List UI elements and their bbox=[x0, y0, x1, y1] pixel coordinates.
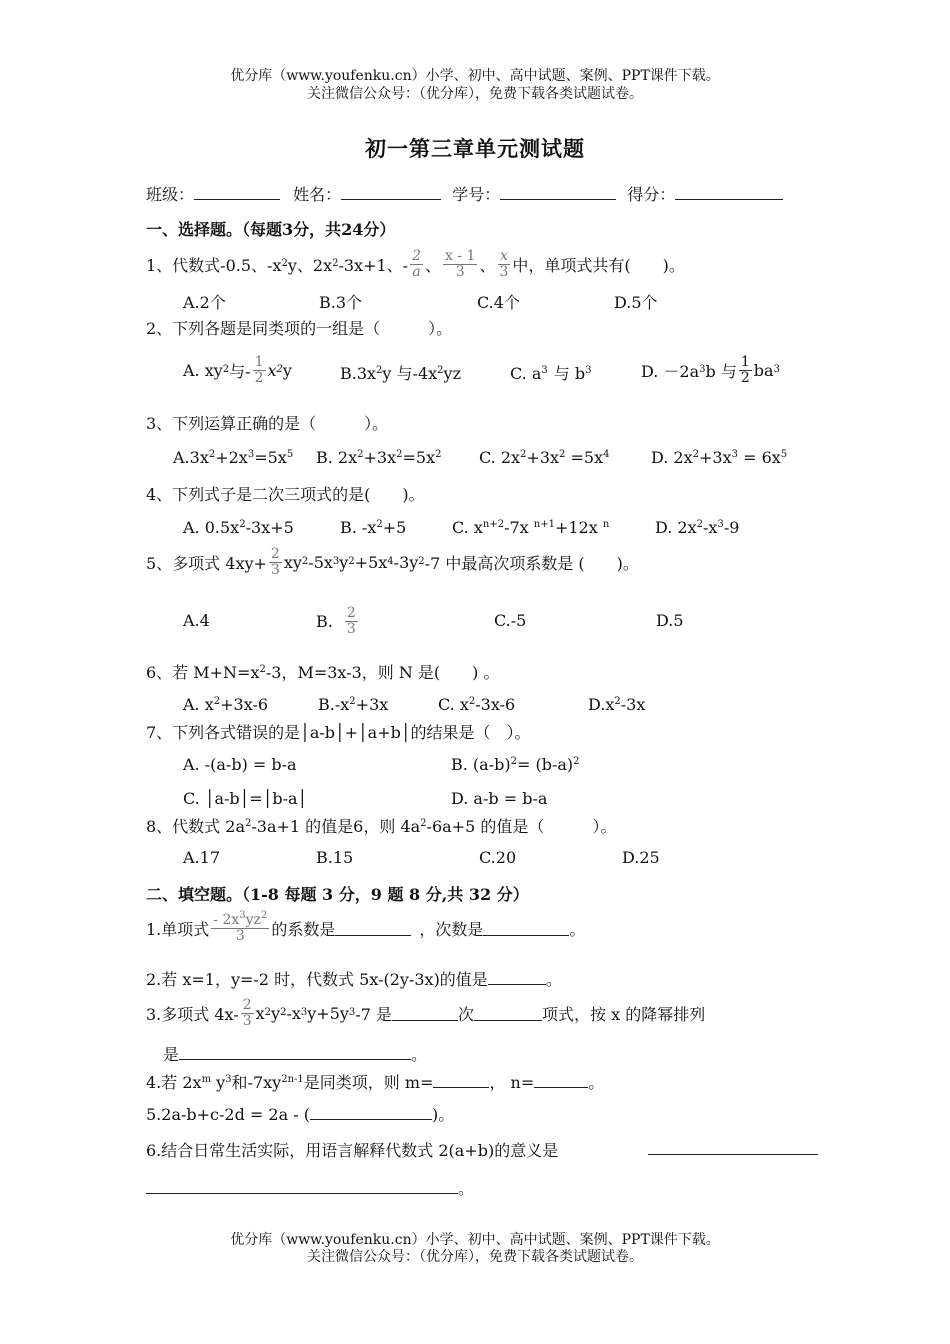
q6-option-a[interactable] bbox=[183, 695, 268, 714]
q4-option-a[interactable] bbox=[183, 518, 294, 537]
q4a-text: A. 0.5x bbox=[183, 518, 240, 537]
q4b-text: +5 bbox=[382, 518, 407, 537]
header-line-2: 关注微信公众号：（优分库），免费下载各类试题试卷。 bbox=[307, 86, 643, 102]
sup: 2 bbox=[573, 756, 580, 767]
f1-text: 。 bbox=[569, 919, 586, 939]
q2-option-a[interactable]: A. xy 2 与- $\frac{1}{2}$ x 2 y bbox=[183, 353, 292, 386]
f1-text: ，次数是 bbox=[419, 919, 484, 939]
q6a-text: A. x bbox=[183, 695, 214, 714]
question-5: 5、多项式 4xy+ $\frac{2}{3}$ xy 2 -5x 3 y 2 +5x 4 -3y 2 -7 中最高次项系数是 ( )。 bbox=[146, 545, 639, 578]
q3-option-b[interactable] bbox=[316, 448, 441, 467]
sup: 3 bbox=[239, 909, 246, 921]
denominator: 3 bbox=[499, 263, 509, 280]
q3b-text: +3x bbox=[363, 448, 397, 467]
q2a-text: 与- bbox=[229, 361, 251, 381]
q6c-text: C. x bbox=[438, 695, 469, 714]
q2c-text: C. a bbox=[510, 364, 542, 383]
q2a-text: x bbox=[267, 360, 277, 380]
f4-blank-m[interactable] bbox=[433, 1073, 489, 1088]
q3d-text: = 6x bbox=[738, 448, 781, 467]
q1-text: 、 bbox=[479, 255, 496, 275]
sup: 2 bbox=[420, 818, 427, 829]
q6d-text: D.x bbox=[588, 695, 615, 714]
q2d-text: ba bbox=[753, 360, 774, 380]
q2-option-c[interactable] bbox=[510, 361, 591, 384]
q8-option-a[interactable]: A.17 bbox=[183, 848, 220, 867]
denominator: 2 bbox=[254, 369, 264, 386]
id-blank[interactable] bbox=[500, 185, 616, 200]
q3a-text: A.3x bbox=[173, 448, 209, 467]
sup: 2 bbox=[468, 696, 476, 707]
q1-option-a[interactable]: A.2个 bbox=[183, 293, 226, 312]
numerator: 1 bbox=[740, 353, 750, 370]
sup: 2 bbox=[692, 449, 700, 460]
q1-text: 1、代数式-0.5、-x bbox=[146, 255, 282, 275]
q6-option-c[interactable] bbox=[438, 695, 515, 714]
q6-option-b[interactable] bbox=[318, 695, 388, 714]
f4-text: 。 bbox=[588, 1073, 605, 1092]
page-title: 初一第三章单元测试题 bbox=[365, 136, 585, 161]
sup: 2 bbox=[696, 519, 704, 530]
sup: n+1 bbox=[533, 519, 555, 530]
sup: 2 bbox=[520, 449, 527, 460]
class-blank[interactable] bbox=[194, 185, 280, 200]
denominator: a bbox=[412, 263, 421, 280]
numerator: - 2x bbox=[213, 911, 240, 928]
f2-blank[interactable] bbox=[488, 970, 546, 985]
q2d-fraction bbox=[739, 355, 752, 385]
question-7: 7、下列各式错误的是│a-b│+│a+b│的结果是（ ）。 bbox=[146, 723, 531, 742]
sup: 2 bbox=[208, 449, 216, 460]
q5-fraction bbox=[269, 547, 282, 577]
f1-text: 1.单项式 bbox=[146, 919, 210, 939]
sup: 2 bbox=[559, 449, 566, 460]
sup: 2 bbox=[376, 365, 383, 376]
q1-option-c[interactable]: C.4个 bbox=[477, 293, 520, 312]
q3b-text: B. 2x bbox=[316, 448, 358, 467]
f5-text: )。 bbox=[431, 1105, 455, 1124]
f6-blank-line-1[interactable] bbox=[648, 1154, 818, 1155]
q4c-text: C. x bbox=[452, 518, 483, 537]
q3c-text: =5x bbox=[565, 448, 604, 467]
q5-option-c[interactable]: C.-5 bbox=[494, 611, 527, 630]
fill-4 bbox=[146, 1070, 604, 1093]
numerator: yz bbox=[245, 911, 261, 928]
score-blank[interactable] bbox=[675, 185, 783, 200]
q1-option-b[interactable]: B.3个 bbox=[319, 293, 363, 312]
sup: 2 bbox=[245, 818, 252, 829]
sup: 2 bbox=[260, 909, 268, 921]
footer-line-2: 关注微信公众号：（优分库），免费下载各类试题试卷。 bbox=[307, 1249, 643, 1265]
sup: 3 bbox=[225, 1074, 232, 1085]
f5-text: 5.2a-b+c-2d = 2a - ( bbox=[146, 1105, 310, 1124]
q4c-text: -7x bbox=[504, 518, 534, 537]
q2-option-b[interactable] bbox=[340, 361, 461, 384]
sup: 5 bbox=[286, 449, 294, 460]
numerator: 2 bbox=[270, 545, 280, 562]
fill-2 bbox=[146, 967, 562, 990]
sup: n+2 bbox=[482, 519, 505, 530]
q2a-text: A. xy bbox=[183, 360, 223, 380]
q2d-text: b 与 bbox=[705, 361, 737, 381]
q4-option-b[interactable] bbox=[340, 518, 406, 537]
sup: 2 bbox=[239, 519, 246, 530]
fill-6 bbox=[146, 1138, 558, 1161]
q7-option-c[interactable]: C. │a-b│=│b-a│ bbox=[183, 789, 308, 808]
q5-option-d[interactable]: D.5 bbox=[656, 611, 684, 630]
denominator: 3 bbox=[455, 263, 465, 280]
q6-option-d[interactable] bbox=[588, 695, 645, 714]
f6-text: 6.结合日常生活实际，用语言解释代数式 2(a+b)的意义是 bbox=[146, 1141, 559, 1160]
f6-blank-line-2[interactable] bbox=[146, 1179, 458, 1194]
question-6 bbox=[146, 660, 500, 683]
q5-text: 5、多项式 4xy+ bbox=[146, 553, 267, 573]
q1-fraction-2 bbox=[443, 249, 477, 279]
q4d-text: -9 bbox=[723, 518, 740, 537]
denominator: 3 bbox=[346, 620, 356, 637]
fill-5 bbox=[146, 1102, 454, 1125]
sup: m bbox=[201, 1074, 212, 1085]
q6-text: -3，M=3x-3，则 N 是( ) 。 bbox=[265, 663, 500, 682]
info-line bbox=[146, 182, 783, 205]
fill-3: 3.多项式 4x- $\frac{2}{3}$ x 2 y 2 -x 3 y+5y 3 -7 是 次 项式，按 x 的降幂排列 bbox=[146, 996, 706, 1029]
f1-blank-degree[interactable] bbox=[483, 921, 569, 936]
sup: 4 bbox=[603, 449, 610, 460]
q6b-text: B.-x bbox=[318, 695, 350, 714]
fill-1 bbox=[146, 904, 585, 952]
header-line-1: 优分库（www.youfenku.cn）小学、初中、高中试题、案例、PPT课件下载。 bbox=[230, 68, 720, 84]
q3a-text: +2x bbox=[215, 448, 248, 467]
q2c-text: 与 b bbox=[553, 364, 586, 383]
q8-option-b[interactable]: B.15 bbox=[316, 848, 354, 867]
q4d-text: D. 2x bbox=[655, 518, 697, 537]
f3-text: 。 bbox=[411, 1045, 428, 1064]
q5-text: y bbox=[339, 552, 349, 572]
f3-text: x bbox=[255, 1003, 265, 1023]
sup: 2 bbox=[376, 519, 383, 530]
f3-text: y bbox=[271, 1003, 281, 1023]
numerator: 2 bbox=[346, 604, 356, 621]
q5b-text: B. bbox=[316, 611, 333, 631]
q6c-text: -3x-6 bbox=[475, 695, 516, 714]
f1-text: 的系数是 bbox=[271, 919, 336, 939]
f3-text: 次 bbox=[457, 1004, 474, 1024]
q2-option-d[interactable]: D. －2a 3 b 与 $\frac{1}{2}$ ba 3 bbox=[641, 353, 780, 386]
sup: n bbox=[602, 519, 610, 530]
f3-text: 项式，按 x 的降幂排列 bbox=[542, 1004, 706, 1024]
q6b-text: +3x bbox=[355, 695, 389, 714]
denominator: 3 bbox=[242, 1012, 252, 1029]
sup: 3 bbox=[541, 365, 548, 376]
q1-text: 中，单项式共有( )。 bbox=[512, 255, 685, 275]
numerator: 2 bbox=[412, 247, 421, 264]
f3-text: -x bbox=[286, 1003, 301, 1023]
q7b-text: = (b-a) bbox=[516, 755, 574, 774]
sup: 2 bbox=[614, 696, 621, 707]
q4d-text: -x bbox=[703, 518, 718, 537]
name-label: 姓名： bbox=[293, 185, 342, 204]
f3-blank-order[interactable] bbox=[179, 1045, 411, 1060]
q7b-text: B. (a-b) bbox=[451, 755, 511, 774]
q1-text: 、 bbox=[425, 255, 442, 275]
f4-text: 4.若 2x bbox=[146, 1073, 202, 1092]
sup: 2 bbox=[510, 756, 517, 767]
question-1: 1、代数式-0.5、-x 2 y、2x 2 -3x+1、- $\frac{2}{a}$ 、 $\frac{x - 1}{3}$ 、 $\frac{x}{3}$ 中，单项式共有( )。 bbox=[146, 247, 685, 280]
q5b-fraction bbox=[345, 606, 358, 636]
q5-option-b[interactable] bbox=[316, 600, 360, 642]
sup: 5 bbox=[780, 449, 788, 460]
class-label: 班级： bbox=[146, 185, 195, 204]
f3-text: 3.多项式 4x- bbox=[146, 1004, 239, 1024]
f3-text: 是 bbox=[163, 1045, 180, 1064]
q7-option-b[interactable] bbox=[451, 755, 580, 774]
sup: 3 bbox=[585, 365, 592, 376]
q4c-text: +12x bbox=[554, 518, 603, 537]
q6a-text: +3x-6 bbox=[220, 695, 269, 714]
denominator: 3 bbox=[270, 561, 280, 578]
q7-option-d[interactable]: D. a-b = b-a bbox=[451, 789, 548, 808]
numerator: 2 bbox=[242, 996, 252, 1013]
f3-blank-degree[interactable] bbox=[392, 1006, 458, 1021]
numerator: 1 bbox=[254, 353, 264, 370]
q3-option-d[interactable] bbox=[651, 448, 787, 467]
sup: 2 bbox=[357, 449, 364, 460]
q3-option-c[interactable] bbox=[479, 448, 609, 467]
q8-text: -3a+1 的值是6，则 4a bbox=[251, 817, 421, 836]
f4-blank-n[interactable] bbox=[534, 1073, 588, 1088]
numerator: x - 1 bbox=[445, 247, 476, 264]
sup: 2n-1 bbox=[281, 1074, 304, 1085]
q4-option-c[interactable] bbox=[452, 518, 609, 537]
score-label: 得分： bbox=[627, 185, 676, 204]
q3b-text: =5x bbox=[402, 448, 436, 467]
question-2: 2、下列各题是同类项的一组是（ ）。 bbox=[146, 319, 453, 338]
f1-blank-coefficient[interactable] bbox=[335, 921, 411, 936]
sup: 2 bbox=[349, 696, 356, 707]
f3-fraction bbox=[241, 998, 254, 1028]
f3-text: y+5y bbox=[307, 1003, 349, 1023]
q2d-text: D. －2a bbox=[641, 361, 700, 381]
sup: 2 bbox=[435, 449, 442, 460]
f2-text: 。 bbox=[545, 970, 562, 989]
f4-text: 和-7xy bbox=[231, 1073, 282, 1092]
q3c-text: C. 2x bbox=[479, 448, 521, 467]
q3-option-a[interactable] bbox=[173, 448, 293, 467]
q2b-text: B.3x bbox=[340, 364, 377, 383]
q1-fraction-3 bbox=[497, 249, 510, 279]
q8-option-d[interactable]: D.25 bbox=[622, 848, 660, 867]
q2a-fraction bbox=[253, 355, 266, 385]
sup: 2 bbox=[213, 696, 221, 707]
f3-text: -7 是 bbox=[355, 1004, 392, 1024]
q5-text: xy bbox=[283, 552, 302, 572]
q4b-text: B. -x bbox=[340, 518, 377, 537]
sup: 2 bbox=[437, 365, 444, 376]
q3a-text: =5x bbox=[254, 448, 287, 467]
q2b-text: yz bbox=[443, 364, 462, 383]
f2-text: 2.若 x=1，y=-2 时，代数式 5x-(2y-3x)的值是 bbox=[146, 970, 488, 989]
fill-3-continued bbox=[163, 1042, 427, 1065]
denominator: 3 bbox=[235, 927, 245, 944]
f5-blank[interactable] bbox=[310, 1105, 432, 1120]
f6-text: 。 bbox=[458, 1179, 475, 1198]
q5-option-a[interactable]: A.4 bbox=[183, 611, 210, 630]
section-1-heading: 一、选择题。（每题3分，共24分） bbox=[146, 220, 396, 239]
q8-option-c[interactable]: C.20 bbox=[479, 848, 517, 867]
f4-text: ， n= bbox=[489, 1073, 535, 1092]
sup: 3 bbox=[247, 449, 255, 460]
f1-fraction bbox=[211, 909, 269, 944]
name-blank[interactable] bbox=[341, 185, 441, 200]
q8-text: -6a+5 的值是（ ）。 bbox=[426, 817, 617, 836]
q6d-text: -3x bbox=[620, 695, 646, 714]
q3d-text: D. 2x bbox=[651, 448, 693, 467]
sup: 2 bbox=[259, 664, 266, 675]
q1-text: -3x+1、- bbox=[338, 255, 409, 275]
section-2-heading: 二、填空题。（1-8 每题 3 分，9 题 8 分,共 32 分） bbox=[146, 885, 529, 904]
q5-text: -7 中最高次项系数是 ( )。 bbox=[424, 553, 639, 573]
f4-text: y bbox=[211, 1073, 226, 1092]
question-3: 3、下列运算正确的是（ ）。 bbox=[146, 414, 389, 433]
q6-text: 6、若 M+N=x bbox=[146, 663, 260, 682]
fill-6-continued bbox=[146, 1176, 474, 1199]
q2a-text: y bbox=[282, 360, 292, 380]
q4a-text: -3x+5 bbox=[245, 518, 294, 537]
sup: 2 bbox=[396, 449, 403, 460]
q3c-text: +3x bbox=[526, 448, 560, 467]
numerator: x bbox=[499, 247, 508, 264]
q5-text: -5x bbox=[308, 552, 333, 572]
question-8 bbox=[146, 814, 616, 837]
sup: 3 bbox=[717, 519, 724, 530]
q1-option-d[interactable]: D.5个 bbox=[614, 293, 658, 312]
sup: 3 bbox=[731, 449, 738, 460]
denominator: 2 bbox=[740, 369, 750, 386]
q5-text: -3y bbox=[393, 552, 419, 572]
q8-text: 8、代数式 2a bbox=[146, 817, 245, 836]
q1-fraction-1 bbox=[410, 249, 423, 279]
footer-line-1: 优分库（www.youfenku.cn）小学、初中、高中试题、案例、PPT课件下载。 bbox=[230, 1232, 720, 1248]
question-4: 4、下列式子是二次三项式的是( )。 bbox=[146, 485, 425, 504]
q2b-text: y 与-4x bbox=[382, 364, 438, 383]
q7-option-a[interactable]: A. -(a-b) = b-a bbox=[183, 755, 297, 774]
q4-option-d[interactable] bbox=[655, 518, 739, 537]
f4-text: 是同类项，则 m= bbox=[303, 1073, 434, 1092]
q3d-text: +3x bbox=[699, 448, 732, 467]
f3-blank-terms[interactable] bbox=[474, 1006, 542, 1021]
q1-text: y、2x bbox=[287, 255, 333, 275]
id-label: 学号： bbox=[452, 185, 501, 204]
q5-text: +5x bbox=[354, 552, 388, 572]
